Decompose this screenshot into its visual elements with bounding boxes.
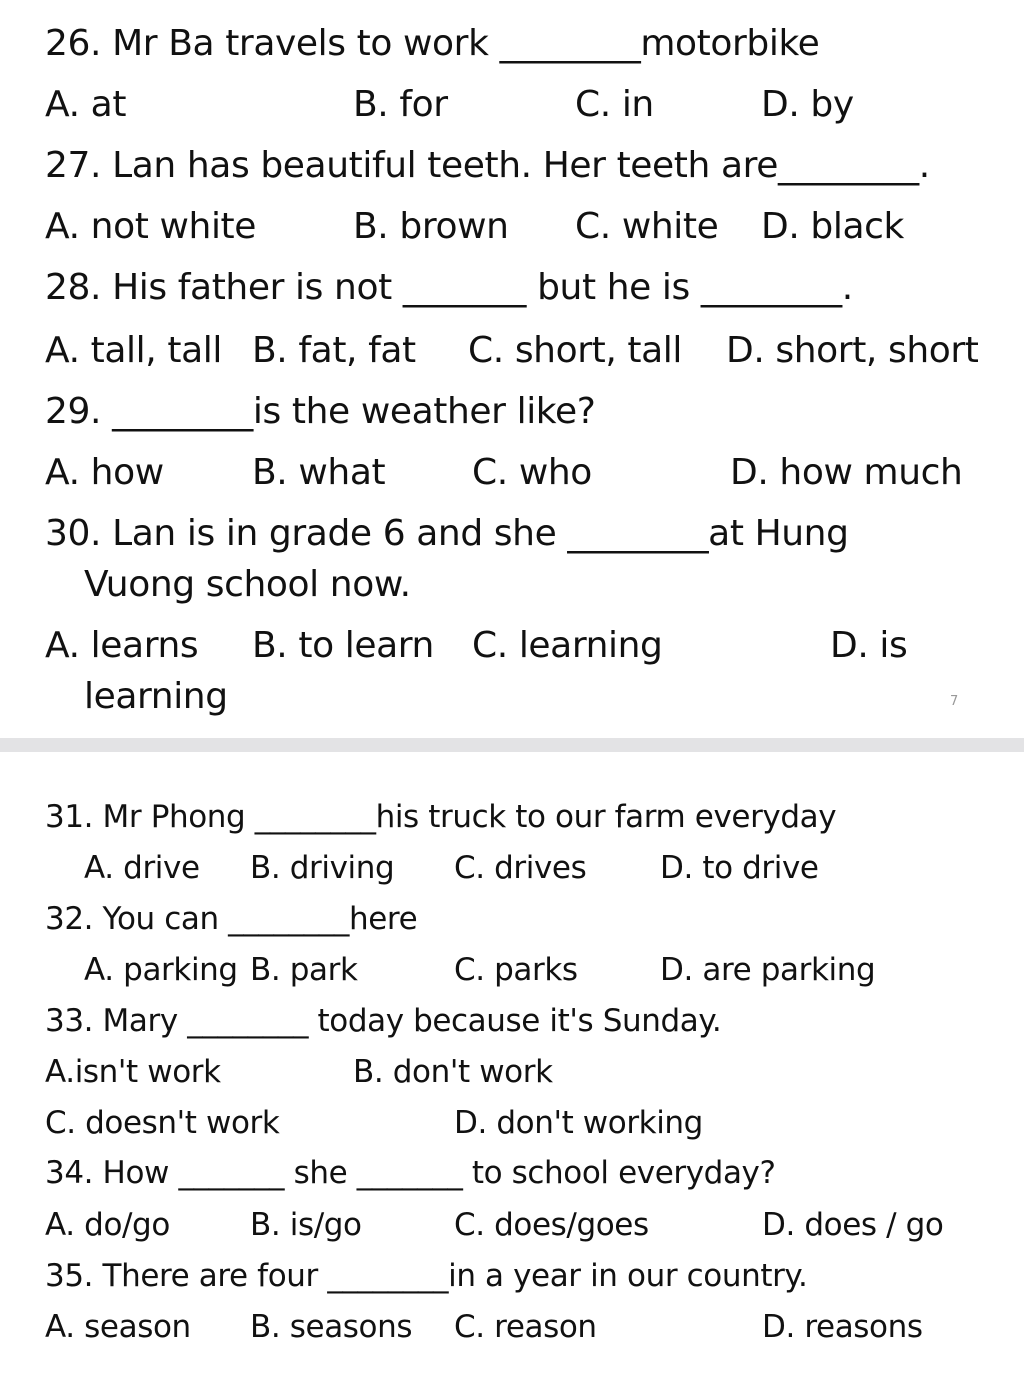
question-28-option-a: A. tall, tall [45,330,222,371]
question-34-option-a: A. do/go [45,1207,170,1243]
question-35-option-c: C. reason [454,1309,597,1345]
question-26-stem: 26. Mr Ba travels to work ________motorbike [45,23,820,64]
question-30-stem: 30. Lan is in grade 6 and she ________at Hung [45,513,849,554]
question-27-option-c: C. white [575,206,719,247]
question-31-option-d: D. to drive [660,850,819,886]
question-26-option-d: D. by [761,84,854,125]
question-26-option-a: A. at [45,84,127,125]
question-31-option-b: B. driving [250,850,395,886]
question-32-option-c: C. parks [454,952,578,988]
question-35-stem: 35. There are four ________in a year in our country. [45,1258,808,1294]
question-33-stem: 33. Mary ________ today because it's Sunday. [45,1003,722,1039]
question-28-option-c: C. short, tall [468,330,683,371]
question-30-stem-continued: Vuong school now. [84,564,411,605]
question-32-option-b: B. park [250,952,358,988]
question-30-option-b: B. to learn [252,625,434,666]
question-29-option-d: D. how much [730,452,963,493]
page-divider [0,738,1024,752]
question-33-option-d: D. don't working [454,1105,703,1141]
question-32-option-d: D. are parking [660,952,876,988]
question-29-option-c: C. who [472,452,592,493]
question-35-option-a: A. season [45,1309,191,1345]
question-27-option-d: D. black [761,206,904,247]
question-35-option-b: B. seasons [250,1309,413,1345]
question-33-option-c: C. doesn't work [45,1105,280,1141]
question-34-stem: 34. How _______ she _______ to school everyday? [45,1155,776,1191]
question-31-option-c: C. drives [454,850,587,886]
question-28-stem: 28. His father is not _______ but he is ________. [45,267,853,308]
question-26-option-b: B. for [353,84,448,125]
question-27-option-a: A. not white [45,206,257,247]
question-33-option-b: B. don't work [353,1054,553,1090]
question-35-option-d: D. reasons [762,1309,923,1345]
question-29-option-a: A. how [45,452,164,493]
question-28-option-b: B. fat, fat [252,330,416,371]
worksheet-page-2 [0,752,1024,1385]
page-number: 7 [950,694,959,709]
question-30-option-c: C. learning [472,625,663,666]
question-33-option-a: A.isn't work [45,1054,221,1090]
question-27-stem: 27. Lan has beautiful teeth. Her teeth are________. [45,145,930,186]
question-31-option-a: A. drive [84,850,200,886]
question-29-option-b: B. what [252,452,386,493]
question-26-option-c: C. in [575,84,654,125]
question-30-option-a: A. learns [45,625,199,666]
question-30-option-d-continued: learning [84,676,228,717]
question-34-option-d: D. does / go [762,1207,944,1243]
question-31-stem: 31. Mr Phong ________his truck to our farm everyday [45,799,837,835]
question-32-stem: 32. You can ________here [45,901,418,937]
question-32-option-a: A. parking [84,952,238,988]
question-34-option-c: C. does/goes [454,1207,649,1243]
question-29-stem: 29. ________is the weather like? [45,391,596,432]
question-28-option-d: D. short, short [726,330,979,371]
question-30-option-d: D. is [830,625,908,666]
question-34-option-b: B. is/go [250,1207,362,1243]
question-27-option-b: B. brown [353,206,509,247]
